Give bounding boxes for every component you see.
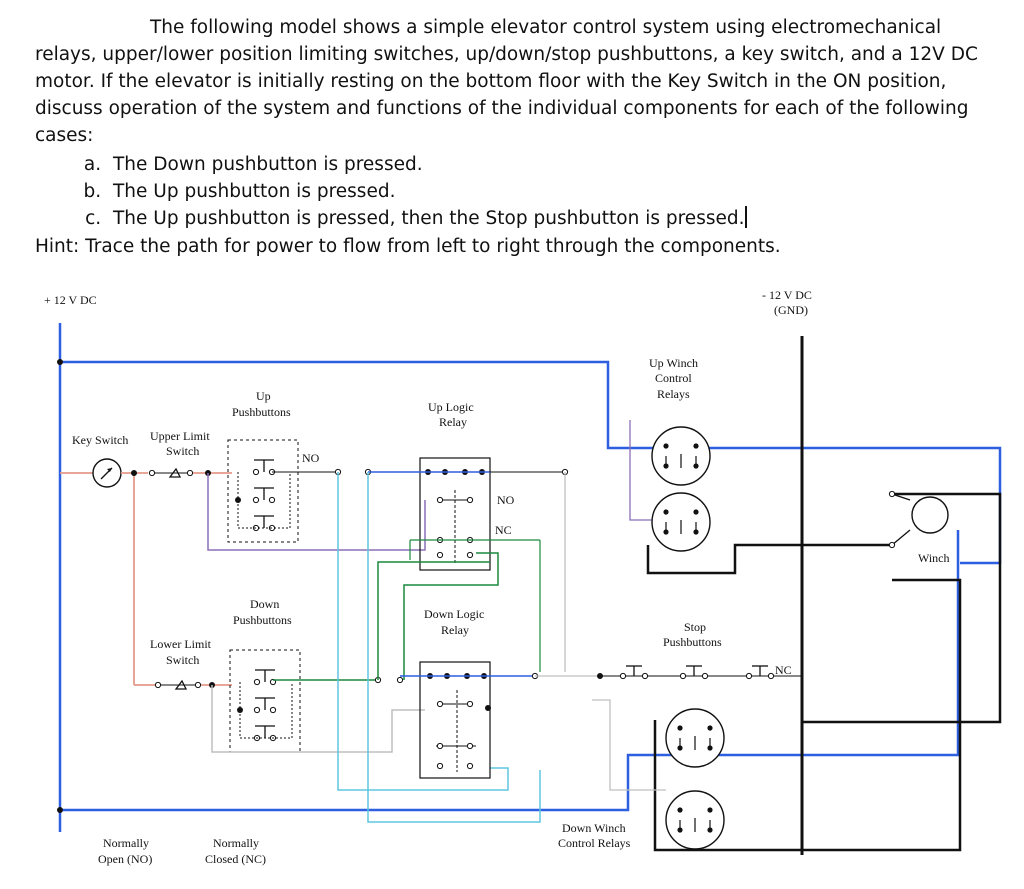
down-winch-label-1: Down Winch	[562, 821, 626, 835]
winch-return-wire	[802, 494, 1000, 722]
question-text	[35, 14, 995, 260]
stop-label-2: Pushbuttons	[663, 635, 722, 649]
up-pushbutton-no-label: NO	[302, 451, 320, 465]
down-pushbuttons-label-2: Pushbuttons	[233, 613, 292, 627]
up-winch-label-2: Control	[655, 371, 692, 385]
up-logic-no-label: NO	[497, 493, 515, 507]
up-winch-power-line	[60, 362, 1000, 563]
legend-no-label-1: Normally	[103, 836, 149, 850]
up-logic-nc-label: NC	[495, 523, 512, 537]
lower-limit-label-2: Switch	[166, 653, 200, 667]
up-pushbuttons-label-2: Pushbuttons	[232, 405, 291, 419]
down-logic-label-1: Down Logic	[424, 607, 485, 621]
stop-label-1: Stop	[684, 620, 707, 634]
winch-motor	[912, 497, 948, 533]
upper-limit-label-1: Upper Limit	[150, 429, 210, 443]
lower-limit-label-1: Lower Limit	[150, 637, 211, 651]
case-a: a. The Down pushbutton is pressed.	[107, 151, 995, 178]
stop-pushbutton-1	[620, 666, 647, 679]
up-winch-label-1: Up Winch	[649, 356, 698, 370]
down-pushbuttons-label-1: Down	[250, 597, 280, 611]
key-switch-label: Key Switch	[72, 433, 129, 447]
positive-supply-label: + 12 V DC	[44, 293, 97, 307]
up-pushbutton-box	[228, 440, 298, 542]
up-logic-label-1: Up Logic	[428, 400, 474, 414]
case-b: b. The Up pushbutton is pressed.	[107, 178, 995, 205]
up-winch-relay-1	[652, 427, 710, 485]
ground-label: (GND)	[774, 303, 808, 317]
up-logic-seal-wire	[208, 473, 425, 550]
text-cursor	[745, 206, 747, 228]
up-logic-label-2: Relay	[439, 415, 467, 429]
up-pushbuttons-label-1: Up	[256, 389, 271, 403]
stop-pushbutton-2	[680, 666, 707, 679]
down-logic-label-2: Relay	[441, 623, 469, 637]
up-winch-label-3: Relays	[657, 387, 690, 401]
question-intro: The following model shows a simple elevator control system using electromechanical relays, upper/lower position limiting switches, up/down/stop pushbuttons, a key switch, and a 12V DC motor. If the elevator is initially resting on the bottom floor with the Key Switch in the ON position, discuss operation of the system and functions of the individual components for each of the following cases:	[35, 17, 978, 146]
down-winch-power-line	[60, 530, 958, 810]
up-winch-relay-2	[652, 493, 710, 551]
upper-limit-label-2: Switch	[166, 444, 200, 458]
down-winch-label-2: Control Relays	[558, 836, 631, 850]
hint-text: Hint: Trace the path for power to flow from left to right through the components.	[35, 236, 781, 257]
down-winch-relay-1	[666, 709, 724, 767]
legend-no-label-2: Open (NO)	[98, 852, 153, 866]
case-c	[107, 205, 995, 232]
down-winch-relay-2	[666, 791, 724, 849]
stop-nc-label: NC	[775, 663, 792, 677]
case-list	[35, 151, 995, 232]
winch-label: Winch	[918, 551, 950, 565]
case-c-text: The Up pushbutton is pressed, then the Stop pushbutton is pressed.	[113, 208, 745, 229]
legend-nc-label-2: Closed (NC)	[205, 852, 266, 866]
down-logic-relay	[420, 662, 490, 778]
negative-supply-label: - 12 V DC	[762, 288, 812, 302]
stop-pushbutton-3	[746, 666, 773, 679]
elevator-control-diagram	[0, 280, 1024, 889]
legend-nc-label-1: Normally	[213, 836, 259, 850]
